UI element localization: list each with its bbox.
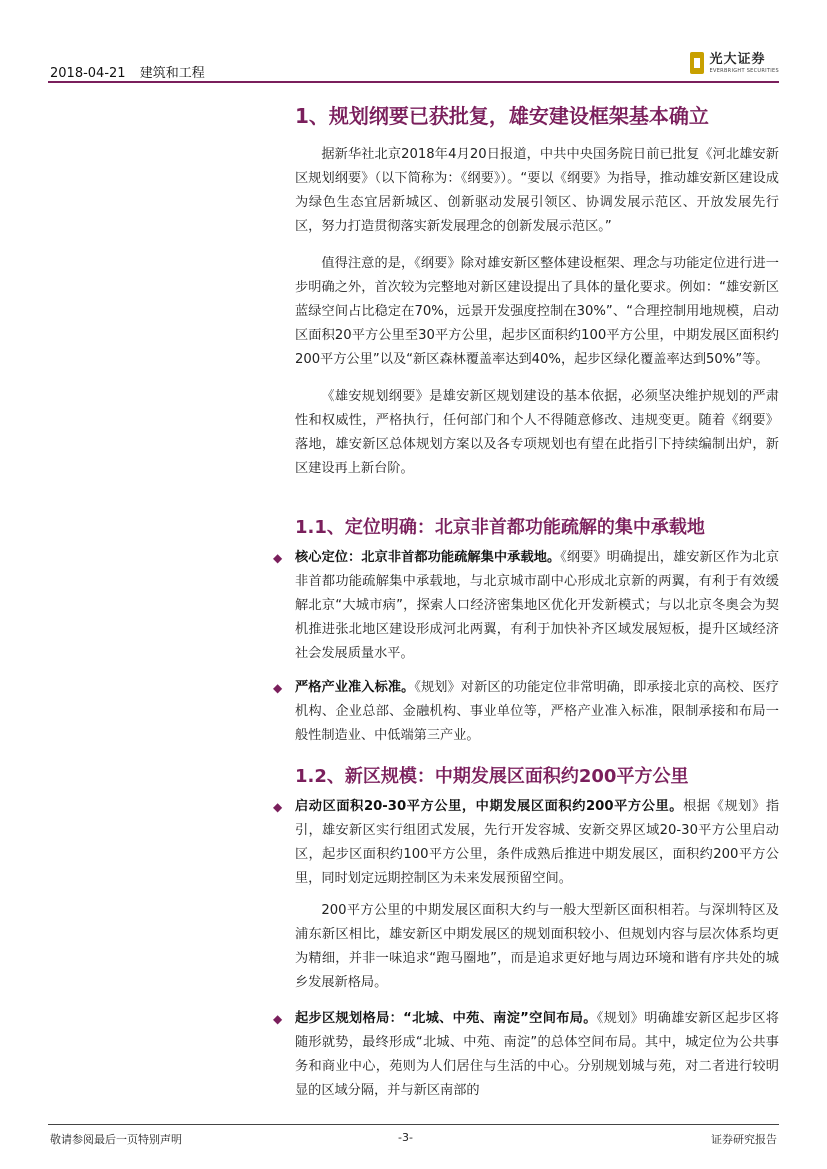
list-item xyxy=(273,676,779,748)
section-1-2-paragraph: 200平方公里的中期发展区面积大约与一般大型新区面积相若。与深圳特区及浦东新区相比，雄安新区中期发展区的规划面积较小、但规划内容与层次体系均更为精细，并非一味追求“跑马圈地”，而是追求更好地与周边环境和谐有序共处的城乡发展新格局。 xyxy=(295,903,779,990)
section-1-paragraph: 《雄安规划纲要》是雄安新区规划建设的基本依据，必须坚决维护规划的严肃性和权威性，严格执行，任何部门和个人不得随意修改、违规变更。随着《纲要》落地，雄安新区总体规划方案以及各专项规划也有望在此指引下持续编制出炉，新区建设再上新台阶。 xyxy=(295,389,779,476)
page-number: -3- xyxy=(398,1131,413,1144)
bullet-text: 《纲要》明确提出，雄安新区作为北京非首都功能疏解集中承载地，与北京城市副中心形成北京新的两翼，有利于有效缓解北京“大城市病”，探索人口经济密集地区优化开发新模式；与以北京冬奥会为契机推进张北地区建设形成河北两翼，有利于加快补齐区域发展短板，提升区域经济社会发展质量水平。 xyxy=(295,550,780,661)
bullet-lead: 启动区面积20-30平方公里，中期发展区面积约200平方公里。 xyxy=(295,799,684,814)
diamond-bullet-icon: ◆ xyxy=(273,681,283,695)
bullet-lead: 核心定位：北京非首都功能疏解集中承载地。 xyxy=(295,550,561,565)
section-1-paragraph: 据新华社北京2018年4月20日报道，中共中央国务院日前已批复《河北雄安新区规划纲要》（以下简称为：《纲要》）。“要以《纲要》为指导，推动雄安新区建设成为绿色生态宜居新城区、创新驱动发展引领区、协调发展示范区、开放发展先行区，努力打造贯彻落实新发展理念的创新发展示范区。” xyxy=(295,147,779,234)
bullet-text: 《规划》明确雄安新区起步区将随形就势，最终形成“北城、中苑、南淀”的总体空间布局。其中，城定位为公共事务和商业中心，苑则为人们居住与生活的中心。分别规划城与苑，对二者进行较明显的区域分隔，并与新区南部的 xyxy=(295,1011,779,1098)
footer-disclaimer: 敬请参阅最后一页特别声明 xyxy=(50,1133,182,1146)
logo-name-en: EVERBRIGHT SECURITIES xyxy=(709,67,779,74)
bullet-text: 《规划》对新区的功能定位非常明确，即承接北京的高校、医疗机构、企业总部、金融机构、事业单位等，严格产业准入标准，限制承接和布局一般性制造业、中低端第三产业。 xyxy=(295,680,779,743)
section-1-2-body xyxy=(273,795,780,1103)
list-item xyxy=(273,1007,779,1103)
section-1-1-body xyxy=(273,546,780,748)
company-logo xyxy=(690,52,779,74)
diamond-bullet-icon: ◆ xyxy=(273,1012,283,1026)
section-1-paragraph: 值得注意的是，《纲要》除对雄安新区整体建设框架、理念与功能定位进行进一步明确之外，首次较为完整地对新区建设提出了具体的量化要求。例如：“雄安新区蓝绿空间占比稳定在70%，远景开发强度控制在30%”、“合理控制用地规模，启动区面积20平方公里至30平方公里，起步区面积约100平方公里，中期发展区面积约200平方公里”以及“新区森林覆盖率达到40%，起步区绿化覆盖率达到50%”等。 xyxy=(295,256,779,367)
header-info xyxy=(50,62,205,81)
footer-report-type: 证券研究报告 xyxy=(711,1133,777,1146)
diamond-bullet-icon: ◆ xyxy=(273,551,283,565)
bullet-lead: 起步区规划格局：“北城、中苑、南淀”空间布局。 xyxy=(295,1011,597,1026)
section-1-2-title: 1.2、新区规模：中期发展区面积约200平方公里 xyxy=(295,766,689,787)
bullet-lead: 严格产业准入标准。 xyxy=(295,680,415,695)
diamond-bullet-icon: ◆ xyxy=(273,800,283,814)
report-category: 建筑和工程 xyxy=(139,66,205,81)
header-divider xyxy=(48,81,779,83)
section-1-1-title: 1.1、定位明确：北京非首都功能疏解的集中承载地 xyxy=(295,517,705,538)
bullet-text: 根据《规划》指引，雄安新区实行组团式发展，先行开发容城、安新交界区域20-30平方公里启动区，起步区面积约100平方公里，条件成熟后推进中期发展区，面积约200平方公里，同时划定远期控制区为未来发展预留空间。 xyxy=(295,799,780,886)
section-1-body xyxy=(295,143,779,481)
logo-mark-icon xyxy=(690,52,704,74)
footer-divider xyxy=(48,1124,779,1125)
logo-name-cn: 光大证券 xyxy=(709,51,766,67)
list-item xyxy=(273,795,780,891)
section-1-title: 1、规划纲要已获批复，雄安建设框架基本确立 xyxy=(295,104,709,128)
report-date: 2018-04-21 xyxy=(50,66,126,81)
list-item xyxy=(273,546,780,666)
